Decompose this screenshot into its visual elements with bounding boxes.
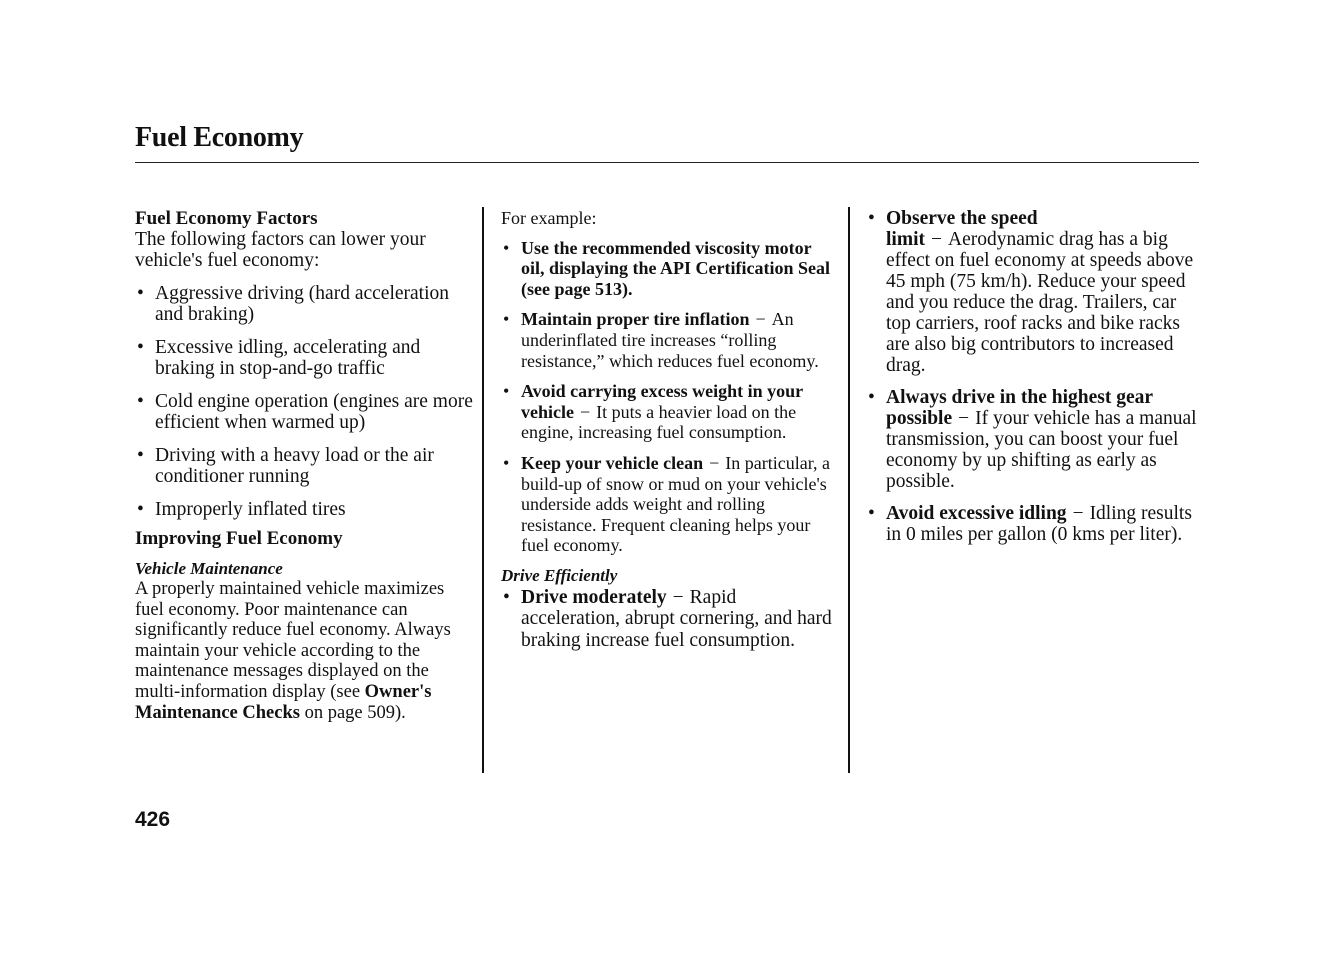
list-item: [866, 208, 1204, 376]
tip-title: Avoid excessive idling: [886, 503, 1067, 524]
maintenance-paragraph: [135, 579, 475, 723]
list-item: [866, 387, 1204, 492]
tip-title: Always drive in the highest gear possible: [886, 387, 1153, 429]
list-item: • Driving with a heavy load or the air conditioner running: [135, 445, 475, 487]
driving-tips-list: [866, 208, 1204, 545]
list-item: [501, 381, 839, 443]
tip-text: It puts a heavier load on the engine, increasing fuel consumption.: [521, 401, 797, 443]
tip-title: Observe the speed limit: [886, 208, 1038, 250]
maintenance-tail: on page 509).: [304, 702, 406, 723]
section-heading: Improving Fuel Economy: [135, 528, 343, 549]
list-item: • Improperly inflated tires: [135, 499, 475, 520]
tip-title: Drive moderately: [521, 586, 667, 608]
tip-text: Rapid acceleration, abrupt cornering, and hard braking increase fuel consumption.: [521, 586, 832, 651]
page-title: Fuel Economy: [135, 122, 304, 153]
tip-text: An underinflated tire increases “rolling resistance,” which reduces fuel economy.: [521, 309, 819, 371]
column-divider: [848, 207, 850, 773]
intro-text: The following factors can lower your vehicle's fuel economy:: [135, 229, 426, 271]
list-item: • Aggressive driving (hard acceleration and braking): [135, 283, 475, 325]
tip-title: Keep your vehicle clean: [521, 452, 704, 473]
list-item: • Cold engine operation (engines are more efficient when warmed up): [135, 391, 475, 433]
example-intro: For example:: [501, 208, 597, 228]
tip-text: If your vehicle has a manual transmission, you can boost your fuel economy by up shifting as early as possible.: [886, 408, 1197, 492]
reference-link-text: Owner's Maintenance Checks: [135, 681, 432, 723]
tip-title: Maintain proper tire inflation: [521, 309, 750, 330]
column-middle: [501, 208, 839, 661]
subsection-heading: Vehicle Maintenance: [135, 559, 283, 578]
column-left: [135, 208, 475, 723]
list-item: [501, 587, 839, 652]
list-item: [501, 309, 839, 371]
dash-separator: −: [672, 586, 684, 608]
list-item: [501, 453, 839, 556]
title-rule: [135, 162, 1199, 163]
maintenance-tips-list: [501, 238, 839, 556]
maintenance-text: A properly maintained vehicle maximizes fuel economy. Poor maintenance can significantly reduce fuel economy. Always maintain your vehicle according to the maintenance messages displayed on the multi-information display (see: [135, 579, 451, 702]
dash-separator: −: [1072, 503, 1084, 524]
list-item: • Excessive idling, accelerating and braking in stop-and-go traffic: [135, 337, 475, 379]
page-number: 426: [135, 808, 171, 831]
tip-title: Use the recommended viscosity motor oil, displaying the API Certification Seal (see page 513).: [521, 237, 831, 299]
subsection-heading: Drive Efficiently: [501, 565, 618, 585]
section-heading: Fuel Economy Factors: [135, 208, 318, 229]
driving-tips-list: [501, 587, 839, 652]
tip-title: Avoid carrying excess weight in your vehicle: [521, 381, 803, 422]
dash-separator: −: [755, 309, 766, 330]
column-divider: [482, 207, 484, 773]
tip-text: Aerodynamic drag has a big effect on fuel economy at speeds above 45 mph (75 km/h). Reduce your speed and you reduce the drag. Trailers, car top carriers, roof racks and bike racks are also big contributors to increased drag.: [886, 229, 1194, 376]
dash-separator: −: [931, 229, 942, 250]
dash-separator: −: [579, 401, 591, 422]
dash-separator: −: [958, 408, 970, 429]
column-right: [866, 208, 1204, 556]
list-item: [866, 503, 1204, 545]
factors-list: [135, 283, 475, 520]
list-item: [501, 238, 839, 300]
tip-text: In particular, a build-up of snow or mud on your vehicle's underside adds weight and rolling resistance. Frequent cleaning helps your fuel economy.: [521, 452, 831, 556]
dash-separator: −: [709, 452, 720, 473]
tip-text: Idling results in 0 miles per gallon (0 kms per liter).: [886, 503, 1192, 545]
